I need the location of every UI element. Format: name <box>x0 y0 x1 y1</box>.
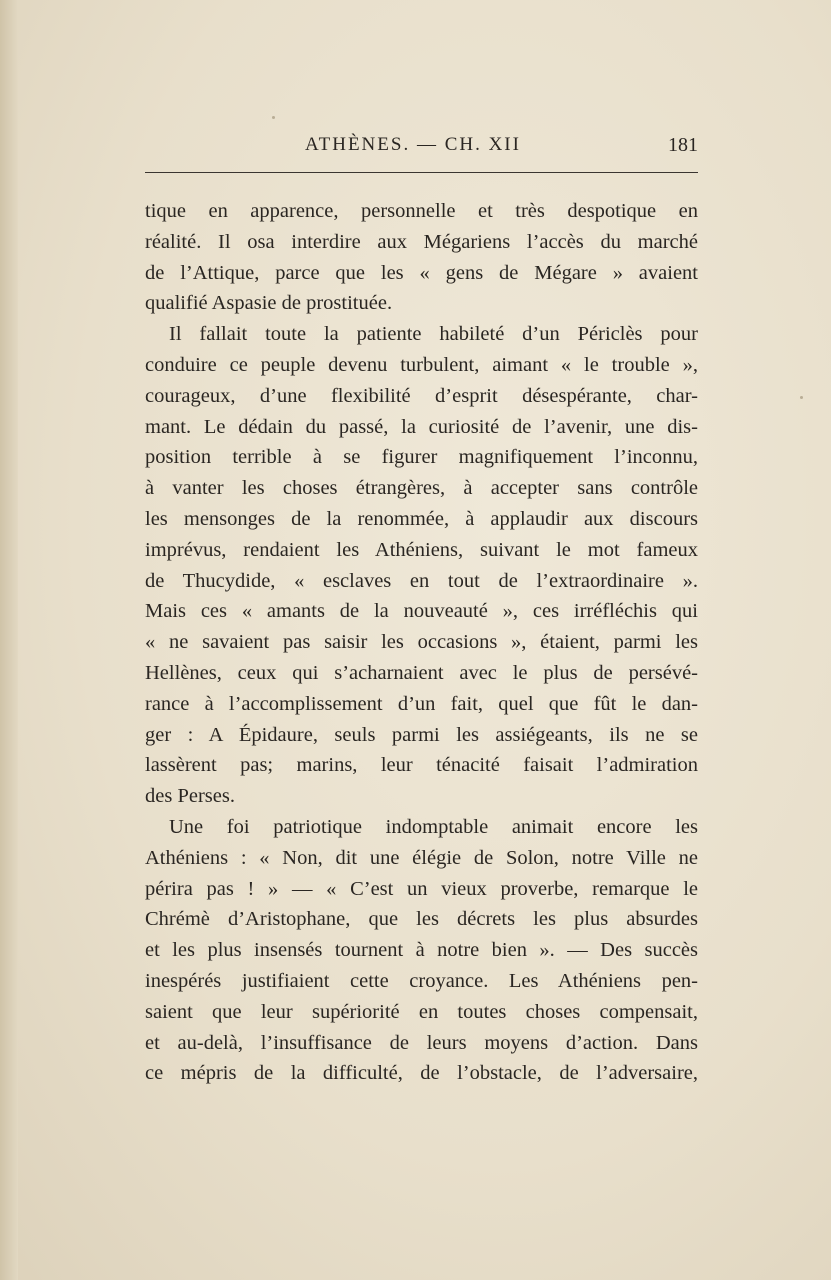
text-line: les mensonges de la renommée, à applaudir aux discours <box>145 507 698 530</box>
running-header <box>145 132 698 162</box>
text-line: Une foi patriotique indomptable animait encore les <box>169 815 698 838</box>
text-line: inespérés justifiaient cette croyance. Les Athéniens pen- <box>145 969 698 992</box>
text-line: de l’Attique, parce que les « gens de Mégare » avaient <box>145 261 698 284</box>
text-line: Chrémè d’Aristophane, que les décrets les plus absurdes <box>145 908 698 931</box>
text-line: ce mépris de la difficulté, de l’obstacle, de l’adversaire, <box>145 1062 698 1085</box>
text-line: et au-delà, l’insuffisance de leurs moyens d’action. Dans <box>145 1031 698 1054</box>
text-line: qualifié Aspasie de prostituée. <box>145 292 393 315</box>
paper-speck <box>272 116 275 119</box>
text-line: Hellènes, ceux qui s’acharnaient avec le plus de persévé- <box>145 661 698 684</box>
paper-speck <box>800 396 803 399</box>
text-line: mant. Le dédain du passé, la curiosité de l’avenir, une dis- <box>145 415 698 438</box>
text-line: rance à l’accomplissement d’un fait, quel que fût le dan- <box>145 692 698 715</box>
text-line: des Perses. <box>145 785 235 808</box>
text-line: conduire ce peuple devenu turbulent, aimant « le trouble », <box>145 353 698 376</box>
text-line: position terrible à se figurer magnifiquement l’inconnu, <box>145 446 698 469</box>
text-line: imprévus, rendaient les Athéniens, suivant le mot fameux <box>145 538 698 561</box>
text-line: réalité. Il osa interdire aux Mégariens l’accès du marché <box>145 230 698 253</box>
text-line: Il fallait toute la patiente habileté d’un Périclès pour <box>169 323 698 346</box>
text-line: « ne savaient pas saisir les occasions », étaient, parmi les <box>145 631 698 654</box>
text-line: lassèrent pas; marins, leur ténacité faisait l’admiration <box>145 754 698 777</box>
running-title: ATHÈNES. — CH. XII <box>305 134 521 155</box>
text-line: courageux, d’une flexibilité d’esprit désespérante, char- <box>145 384 698 407</box>
body-text <box>145 196 698 1089</box>
text-line: ger : A Épidaure, seuls parmi les assiégeants, ils ne se <box>145 723 698 746</box>
text-line: et les plus insensés tournent à notre bien ». — Des succès <box>145 939 698 962</box>
text-line: de Thucydide, « esclaves en tout de l’extraordinaire ». <box>145 569 698 592</box>
text-line: Mais ces « amants de la nouveauté », ces irréfléchis qui <box>145 600 698 623</box>
page-gutter-edge <box>0 0 18 1280</box>
text-line: saient que leur supériorité en toutes choses compensait, <box>145 1000 698 1023</box>
text-line: périra pas ! » — « C’est un vieux proverbe, remarque le <box>145 877 698 900</box>
header-rule <box>145 172 698 173</box>
text-line: à vanter les choses étrangères, à accepter sans contrôle <box>145 477 698 500</box>
text-line: tique en apparence, personnelle et très despotique en <box>145 200 698 222</box>
text-line: Athéniens : « Non, dit une élégie de Solon, notre Ville ne <box>145 846 698 869</box>
page-number: 181 <box>668 134 698 156</box>
